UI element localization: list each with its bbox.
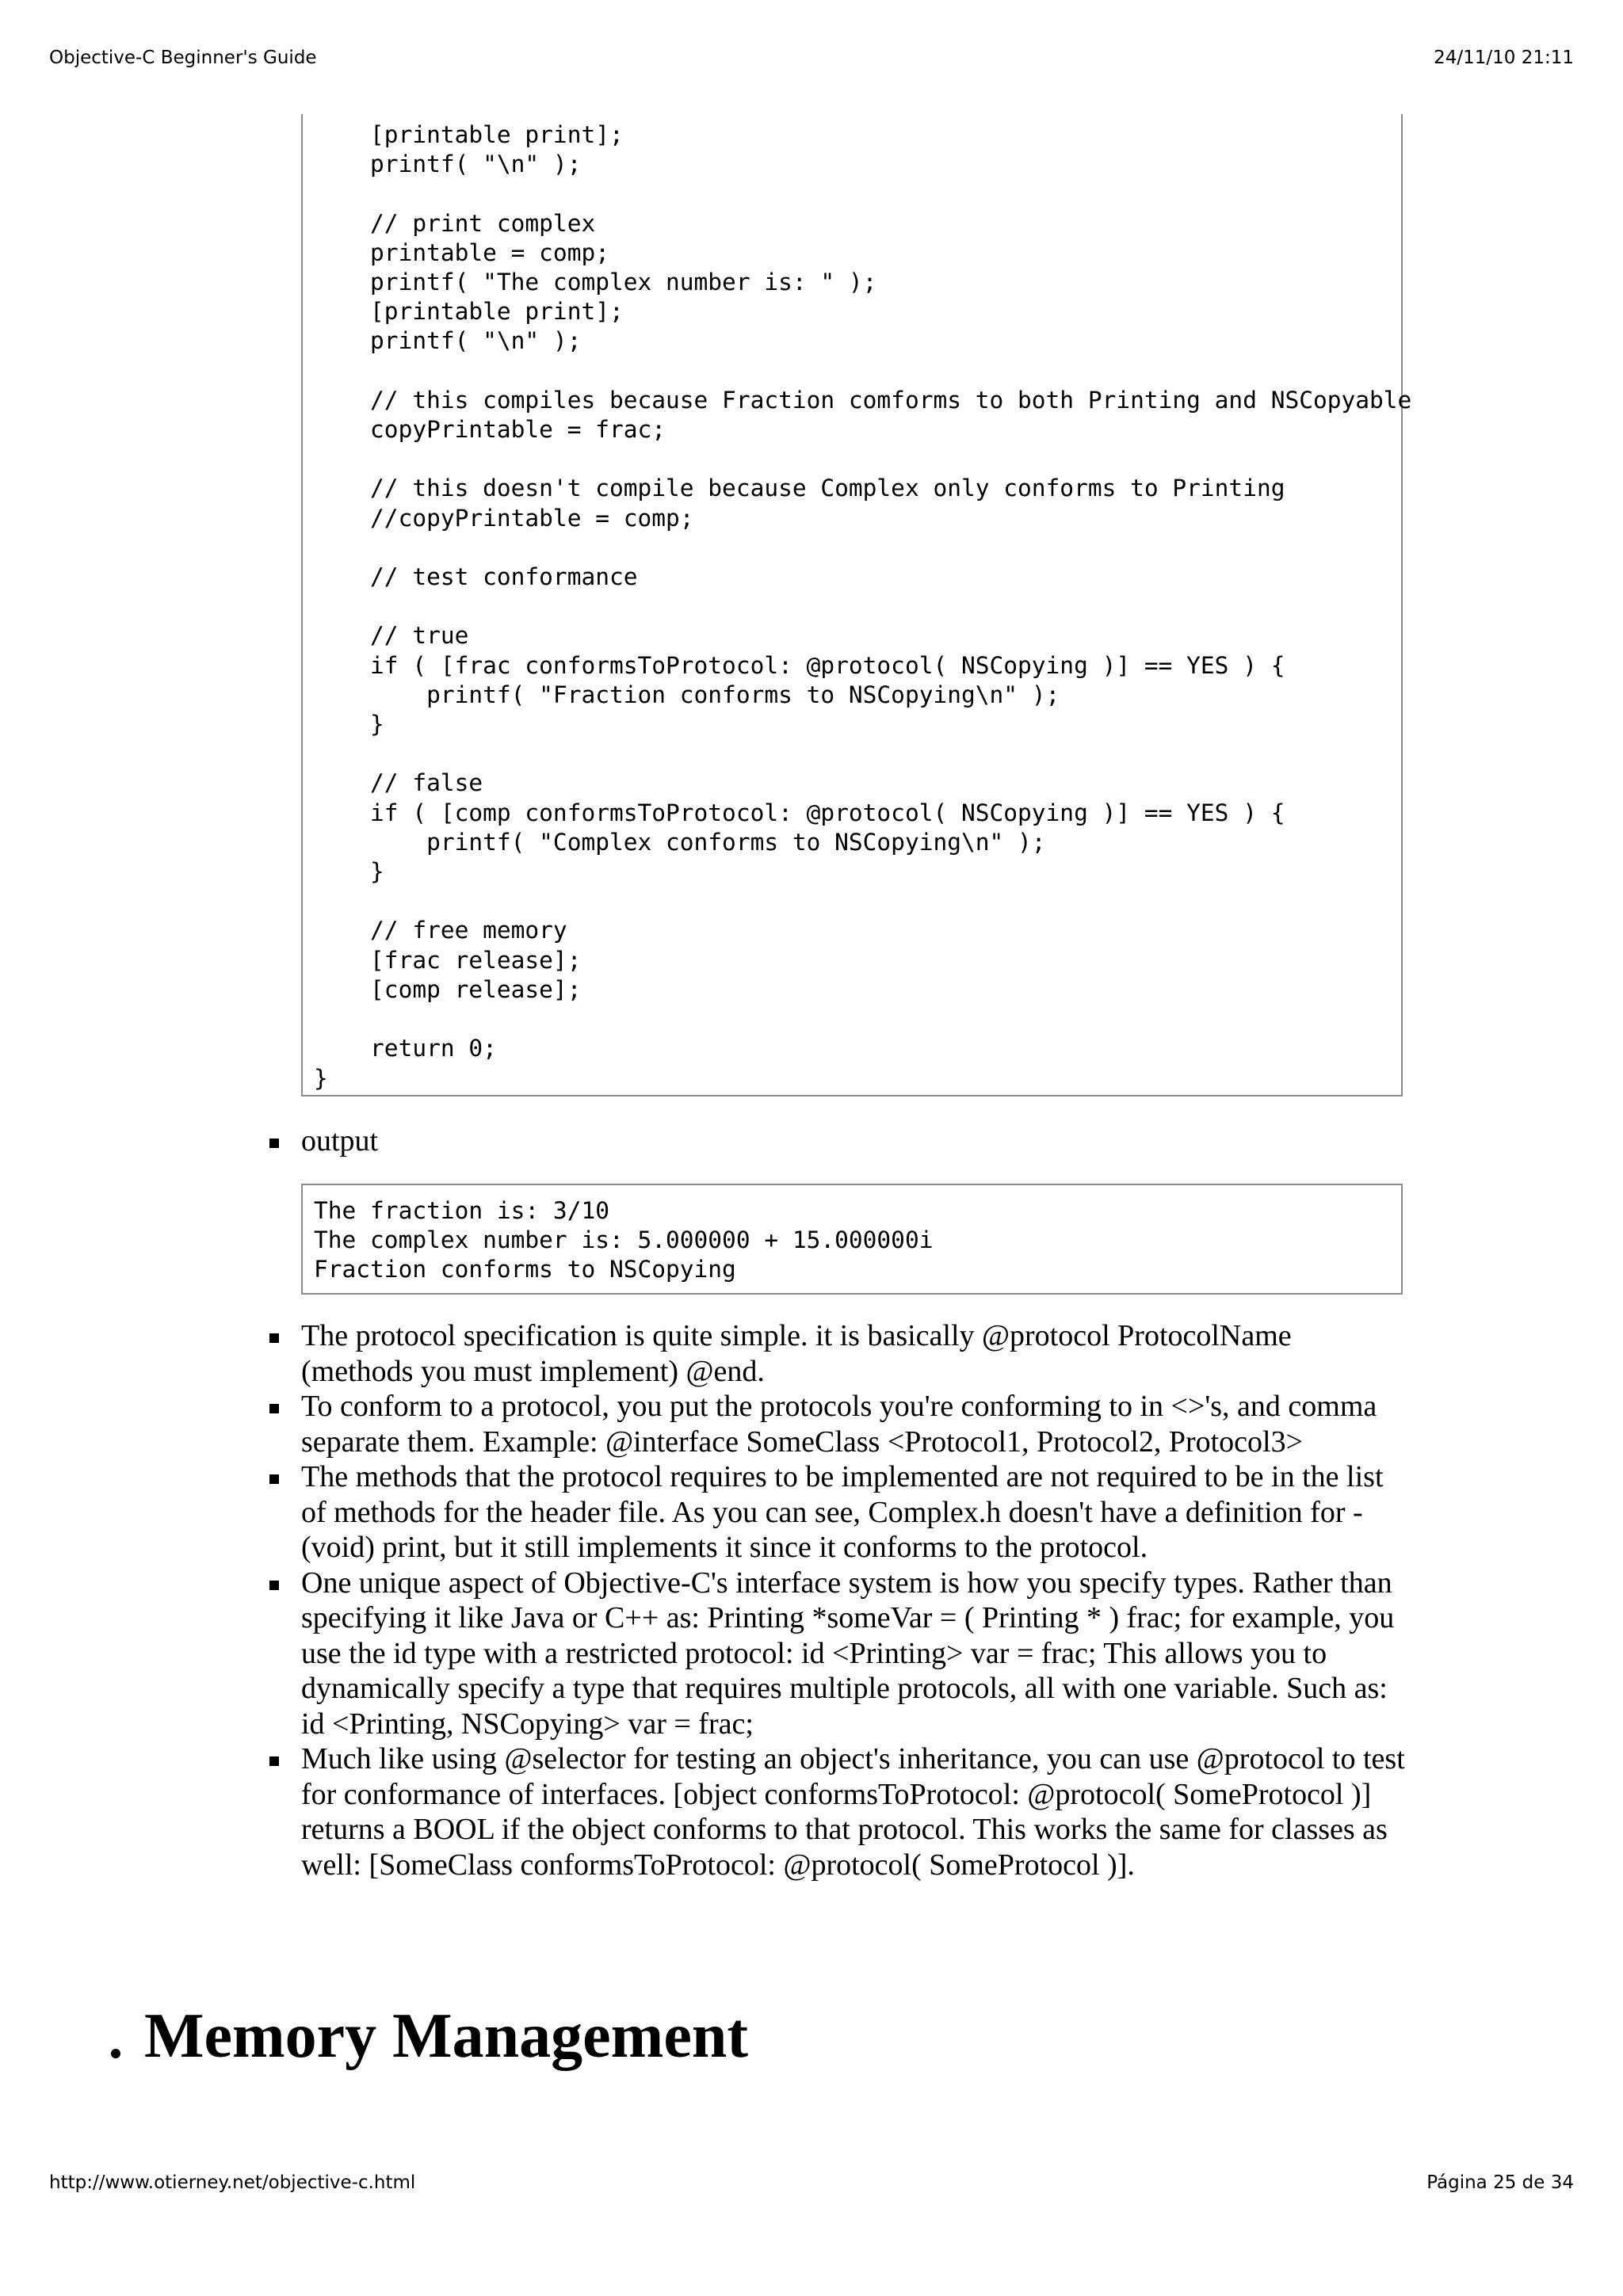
footer-page-number: Página 25 de 34 bbox=[1426, 2172, 1574, 2193]
footer-url[interactable]: http://www.otierney.net/objective-c.html bbox=[49, 2172, 416, 2193]
list-item: The protocol specification is quite simple. it is basically @protocol ProtocolName (methods you must implement) @end. bbox=[301, 1318, 1407, 1389]
header-datetime: 24/11/10 21:11 bbox=[1434, 48, 1574, 68]
list-item: The methods that the protocol requires to be implemented are not required to be in the list of methods for the header file. As you can see, Complex.h doesn't have a definition for -(void) print, but it still implements it since it conforms to the protocol. bbox=[301, 1459, 1407, 1566]
output-list bbox=[301, 1123, 1411, 1159]
code-block bbox=[301, 114, 1412, 1097]
code-text: [printable print]; printf( "\n" ); // print complex printable = comp; printf( "The complex number is: " ); [printable print]; printf( "\n" ); // this compiles because Fraction comforms to both Printing and NSCopyable copyPrintable = frac; // this doesn't compile because Complex only conforms to Printing //copyPrintable = comp; // test conformance // true if ( [frac conformsToProtocol: @protocol( NSCopying )] == YES ) { printf( "Fraction conforms to NSCopying\n" ); } // false if ( [comp conformsToProtocol: @protocol( NSCopying )] == YES ) { printf( "Complex conforms to NSCopying\n" ); } // free memory [frac release]; [comp release]; return 0; } bbox=[314, 121, 1412, 1092]
output-block bbox=[301, 1184, 1403, 1295]
section-heading bbox=[103, 1997, 748, 2076]
list-item: One unique aspect of Objective-C's interface system is how you specify types. Rather than specifying it like Java or C++ as: Printing *someVar = ( Printing * ) frac; for example, you use the id type with a restricted protocol: id <Printing> var = frac; This allows you to dynamically specify a type that requires multiple protocols, all with one variable. Such as: id <Printing, NSCopying> var = frac; bbox=[301, 1566, 1407, 1742]
header-title: Objective-C Beginner's Guide bbox=[49, 48, 317, 68]
list-item: Much like using @selector for testing an object's inheritance, you can use @protocol to test for conformance of interfaces. [object conformsToProtocol: @protocol( SomeProtocol )] returns a BOOL if the object conforms to that protocol. This works the same for classes as well: [SomeClass conformsToProtocol: @protocol( SomeProtocol )]. bbox=[301, 1741, 1407, 1882]
output-text: The fraction is: 3/10 The complex number is: 5.000000 + 15.000000i Fraction conforms to NSCopying bbox=[314, 1197, 934, 1283]
list-item-output: output bbox=[301, 1123, 1411, 1159]
notes-list bbox=[301, 1318, 1407, 1882]
section-heading-text: Memory Management bbox=[144, 2001, 748, 2071]
list-item: To conform to a protocol, you put the protocols you're conforming to in <>'s, and comma separate them. Example: @interface SomeClass <Protocol1, Protocol2, Protocol3> bbox=[301, 1389, 1407, 1459]
